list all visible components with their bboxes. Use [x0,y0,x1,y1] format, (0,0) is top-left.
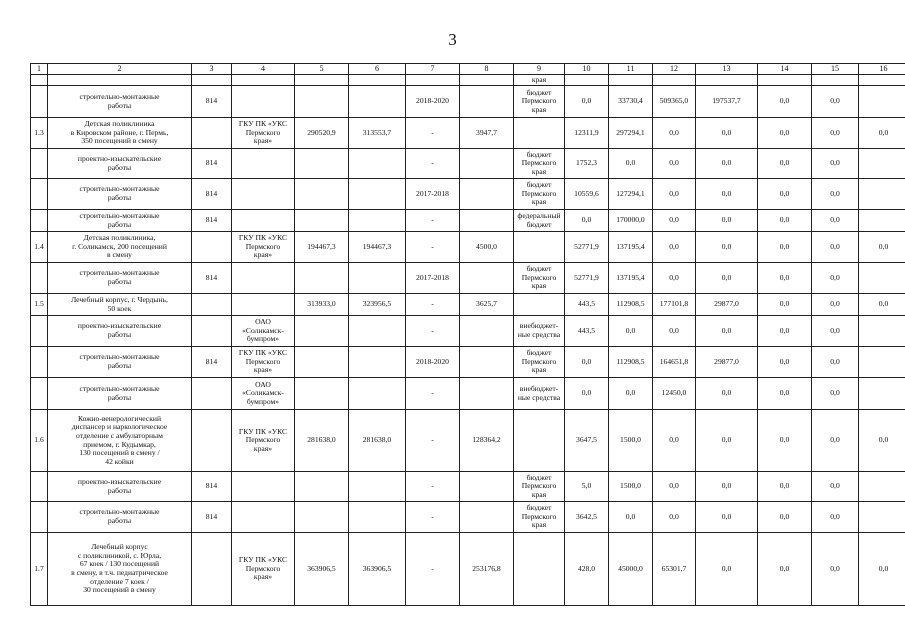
table-cell [31,179,48,210]
table-cell: 0,0 [696,118,758,149]
table-cell: 0,0 [812,502,859,533]
table-row [31,75,905,86]
table-cell: 0,0 [696,316,758,347]
table-cell: 0,0 [696,502,758,533]
table-cell: 0,0 [565,378,609,410]
table-cell: проектно-изыскательские работы [48,149,192,179]
column-number: 12 [653,64,696,75]
table-cell: 127294,1 [609,179,653,210]
table-cell: проектно-изыскательские работы [48,472,192,502]
table-cell: 5,0 [565,472,609,502]
table-cell: 0,0 [812,86,859,118]
table-cell: 0,0 [758,263,812,294]
table-cell: 3625,7 [460,294,514,316]
table-cell [295,75,349,86]
table-cell [859,263,905,294]
table-cell: 0,0 [696,179,758,210]
table-cell: 0,0 [653,316,696,347]
column-number: 6 [349,64,406,75]
table-cell: - [406,472,460,502]
table-cell: бюджет Пермского края [514,502,565,533]
table-cell: 0,0 [609,502,653,533]
table-cell [349,472,406,502]
table-cell: 1.3 [31,118,48,149]
table-cell [859,316,905,347]
table-cell: 0,0 [812,179,859,210]
table-cell: - [406,294,460,316]
table-cell [295,502,349,533]
table-cell [349,75,406,86]
table-cell: 2018-2020 [406,347,460,378]
table-cell: 0,0 [653,263,696,294]
table-cell [232,179,295,210]
table-cell: 0,0 [696,210,758,232]
table-cell [514,410,565,472]
table-row [31,86,905,118]
table-cell: 112908,5 [609,294,653,316]
table-cell: Детская поликлиника, г. Соликамск, 200 посещений в смену [48,232,192,263]
table-cell: 0,0 [609,316,653,347]
table-row [31,210,905,232]
table-cell [31,149,48,179]
table-cell: 0,0 [758,502,812,533]
table-cell [514,232,565,263]
table-cell: строительно-монтажные работы [48,86,192,118]
table-cell: 0,0 [758,210,812,232]
table-cell [406,75,460,86]
table-cell: 1752,3 [565,149,609,179]
table-cell: 0,0 [758,410,812,472]
table-cell [514,118,565,149]
table-cell [460,263,514,294]
table-cell [812,75,859,86]
table-cell: 1500,0 [609,410,653,472]
table-row [31,347,905,378]
table-cell: 2017-2018 [406,263,460,294]
table-cell: 0,0 [696,472,758,502]
table-cell: 0,0 [653,149,696,179]
table-cell: 363906,5 [295,533,349,606]
table-cell: 814 [192,179,232,210]
table-cell [232,210,295,232]
table-cell: 0,0 [653,179,696,210]
table-cell: 281638,0 [349,410,406,472]
table-cell [460,179,514,210]
table-cell [232,75,295,86]
table-cell: 0,0 [812,472,859,502]
table-row [31,149,905,179]
table-cell [31,316,48,347]
table-row [31,533,905,606]
table-cell: 0,0 [653,472,696,502]
table-cell: 1.5 [31,294,48,316]
table-cell: 0,0 [758,294,812,316]
table-cell [349,179,406,210]
table-cell [460,502,514,533]
table-cell: - [406,232,460,263]
table-cell [232,149,295,179]
table-cell [31,502,48,533]
table-cell: Лечебный корпус, г. Чердынь, 50 коек [48,294,192,316]
table-cell: 0,0 [758,179,812,210]
table-cell: 197537,7 [696,86,758,118]
table-cell: 0,0 [653,118,696,149]
column-number: 8 [460,64,514,75]
table-cell: Лечебный корпус с поликлиникой, с. Юрла, 67 коек / 130 посещений в смену, в т.ч. педиатрическое отделение 7 коек / 30 посещений в смену [48,533,192,606]
column-number: 14 [758,64,812,75]
table-cell: 1.7 [31,533,48,606]
table-cell [460,149,514,179]
table-cell [859,502,905,533]
table-cell [514,533,565,606]
table-cell: строительно-монтажные работы [48,210,192,232]
table-cell [232,472,295,502]
table-cell [460,472,514,502]
table-cell: 253176,8 [460,533,514,606]
table-cell [295,263,349,294]
table-cell [295,472,349,502]
table-cell: бюджет Пермского края [514,472,565,502]
table-cell: 0,0 [758,472,812,502]
table-cell [859,472,905,502]
table-cell: ОАО «Соликамск- бумпром» [232,378,295,410]
table-cell: 0,0 [609,378,653,410]
table-cell: бюджет Пермского края [514,149,565,179]
table-cell: - [406,502,460,533]
table-cell [192,378,232,410]
table-cell: 29877,0 [696,294,758,316]
table-cell: ГКУ ПК «УКС Пермского края» [232,232,295,263]
table-cell [349,210,406,232]
table-cell: 0,0 [812,149,859,179]
table-cell [295,210,349,232]
table-cell: 137195,4 [609,232,653,263]
table-cell [349,263,406,294]
table-row [31,263,905,294]
table-row [31,179,905,210]
table-cell [31,210,48,232]
table-cell: 0,0 [812,210,859,232]
table-cell: 0,0 [653,502,696,533]
table-cell [232,294,295,316]
table-cell: 0,0 [859,533,905,606]
table-cell: 814 [192,210,232,232]
table-cell [31,347,48,378]
table-cell [758,75,812,86]
table-cell [460,210,514,232]
table-cell: 0,0 [859,294,905,316]
table-cell [460,75,514,86]
table-cell: 0,0 [812,263,859,294]
table-cell: 0,0 [696,263,758,294]
budget-table [30,63,905,606]
table-cell: 290520,9 [295,118,349,149]
table-cell: 0,0 [812,410,859,472]
column-number: 9 [514,64,565,75]
table-cell: 52771,9 [565,263,609,294]
table-cell: - [406,533,460,606]
table-cell: внебюджет- ные средства [514,316,565,347]
table-cell: 0,0 [758,86,812,118]
table-cell: 194467,3 [295,232,349,263]
table-cell: 0,0 [696,533,758,606]
table-cell: 4500,0 [460,232,514,263]
table-cell: 2018-2020 [406,86,460,118]
table-cell: 0,0 [696,232,758,263]
table-cell [192,232,232,263]
table-cell: ГКУ ПК «УКС Пермского края» [232,347,295,378]
table-cell [859,75,905,86]
table-cell: 814 [192,347,232,378]
table-cell: 323956,5 [349,294,406,316]
table-cell: 0,0 [859,118,905,149]
column-number: 15 [812,64,859,75]
table-cell [295,347,349,378]
table-cell: 0,0 [758,149,812,179]
table-cell [232,86,295,118]
table-cell: 10559,6 [565,179,609,210]
table-cell: 0,0 [812,378,859,410]
table-cell: бюджет Пермского края [514,86,565,118]
table-cell [460,316,514,347]
table-cell [609,75,653,86]
table-cell [232,263,295,294]
table-cell [192,294,232,316]
column-number: 3 [192,64,232,75]
table-cell [859,347,905,378]
table-cell: строительно-монтажные работы [48,347,192,378]
table-cell: 12311,9 [565,118,609,149]
table-cell [192,118,232,149]
table-cell [295,179,349,210]
table-cell: - [406,118,460,149]
table-cell [232,502,295,533]
column-number: 16 [859,64,905,75]
table-cell [460,378,514,410]
table-cell: 194467,3 [349,232,406,263]
table-row [31,472,905,502]
table-cell: 0,0 [758,316,812,347]
table-cell: бюджет Пермского края [514,179,565,210]
table-cell: 112908,5 [609,347,653,378]
table-cell: 0,0 [812,232,859,263]
table-cell: 128364,2 [460,410,514,472]
table-row [31,232,905,263]
table-cell [295,86,349,118]
table-cell: - [406,378,460,410]
table-cell: 65301,7 [653,533,696,606]
table-cell: внебюджет- ные средства [514,378,565,410]
table-cell: 0,0 [758,347,812,378]
table-cell: 45000,0 [609,533,653,606]
table-cell: 0,0 [812,118,859,149]
table-cell [653,75,696,86]
table-cell: 281638,0 [295,410,349,472]
table-cell: 0,0 [696,410,758,472]
table-row [31,502,905,533]
table-cell: 814 [192,86,232,118]
table-cell: 0,0 [609,149,653,179]
table-cell [295,149,349,179]
table-row [31,378,905,410]
table-cell [192,410,232,472]
table-cell: 170000,0 [609,210,653,232]
table-cell: проектно-изыскательские работы [48,316,192,347]
table-cell [859,179,905,210]
table-cell [349,502,406,533]
table-cell: ОАО «Соликамск- бумпром» [232,316,295,347]
table-cell: 0,0 [859,410,905,472]
table-row [31,410,905,472]
table-cell: 0,0 [565,347,609,378]
column-number: 2 [48,64,192,75]
table-cell [859,210,905,232]
table-cell: 0,0 [653,210,696,232]
table-cell [192,75,232,86]
table-cell: 0,0 [812,316,859,347]
table-cell: 0,0 [653,410,696,472]
column-number: 7 [406,64,460,75]
table-cell [349,347,406,378]
table-cell [349,86,406,118]
table-cell: Детская поликлиника в Кировском районе, г. Пермь, 350 посещений в смену [48,118,192,149]
table-cell: 29877,0 [696,347,758,378]
table-cell [859,86,905,118]
table-cell: бюджет Пермского края [514,263,565,294]
table-cell: 814 [192,149,232,179]
table-cell: 3947,7 [460,118,514,149]
table-cell: 1500,0 [609,472,653,502]
table-cell: 52771,9 [565,232,609,263]
table-row [31,294,905,316]
table-cell: ГКУ ПК «УКС Пермского края» [232,533,295,606]
table-cell [192,533,232,606]
table-cell: 0,0 [758,118,812,149]
table-cell: строительно-монтажные работы [48,263,192,294]
column-number: 1 [31,64,48,75]
table-cell: 313933,0 [295,294,349,316]
column-number: 11 [609,64,653,75]
table-cell: - [406,316,460,347]
column-number: 4 [232,64,295,75]
column-number-row [31,64,905,75]
column-number: 10 [565,64,609,75]
table-cell [31,378,48,410]
table-cell [514,294,565,316]
table-cell [295,316,349,347]
table-cell [460,347,514,378]
table-cell: 313553,7 [349,118,406,149]
table-cell: строительно-монтажные работы [48,179,192,210]
table-cell: 2017-2018 [406,179,460,210]
table-cell: 814 [192,472,232,502]
table-cell: 509365,0 [653,86,696,118]
table-cell: строительно-монтажные работы [48,378,192,410]
table-cell [565,75,609,86]
table-cell: 0,0 [565,210,609,232]
table-cell: края [514,75,565,86]
table-cell: 814 [192,502,232,533]
table-cell: 0,0 [812,347,859,378]
table-cell [349,149,406,179]
table-cell: 428,0 [565,533,609,606]
table-cell [696,75,758,86]
table-cell [192,316,232,347]
table-cell [349,316,406,347]
table-cell: 3647,5 [565,410,609,472]
table-cell: 0,0 [758,232,812,263]
table-cell: Кожно-венерологический диспансер и наркологическое отделение с амбулаторным приемом, г. Кудымкар, 130 посещений в смену / 42 койки [48,410,192,472]
table-cell: ГКУ ПК «УКС Пермского края» [232,410,295,472]
table-cell: строительно-монтажные работы [48,502,192,533]
table-cell: 297294,1 [609,118,653,149]
table-cell [31,86,48,118]
table-cell [349,378,406,410]
table-cell: 3642,5 [565,502,609,533]
table-cell: 0,0 [758,533,812,606]
table-cell: 1.4 [31,232,48,263]
table-cell: 0,0 [812,533,859,606]
table-cell: 33730,4 [609,86,653,118]
table-row [31,316,905,347]
table-cell: федеральный бюджет [514,210,565,232]
table-cell: 164651,8 [653,347,696,378]
table-cell: - [406,149,460,179]
column-number: 13 [696,64,758,75]
table-cell [460,86,514,118]
table-cell [295,378,349,410]
table-cell: 0,0 [758,378,812,410]
table-cell [859,149,905,179]
table-row [31,118,905,149]
table-cell [31,263,48,294]
table-cell: ГКУ ПК «УКС Пермского края» [232,118,295,149]
table-cell: 0,0 [859,232,905,263]
table-cell: 443,5 [565,294,609,316]
page-number: 3 [448,30,457,49]
table-cell: 0,0 [653,232,696,263]
table-cell: 12450,0 [653,378,696,410]
table-cell: - [406,410,460,472]
table-cell [48,75,192,86]
table-cell: 0,0 [812,294,859,316]
table-cell: - [406,210,460,232]
column-number: 5 [295,64,349,75]
table-cell: 0,0 [565,86,609,118]
table-cell: 1.6 [31,410,48,472]
table-cell: 137195,4 [609,263,653,294]
table-cell: 363906,5 [349,533,406,606]
table-cell [859,378,905,410]
table-cell: 814 [192,263,232,294]
table-cell: 177101,8 [653,294,696,316]
table-cell: бюджет Пермского края [514,347,565,378]
table-cell [31,75,48,86]
table-cell: 0,0 [696,378,758,410]
table-cell: 443,5 [565,316,609,347]
table-cell: 0,0 [696,149,758,179]
table-cell [31,472,48,502]
